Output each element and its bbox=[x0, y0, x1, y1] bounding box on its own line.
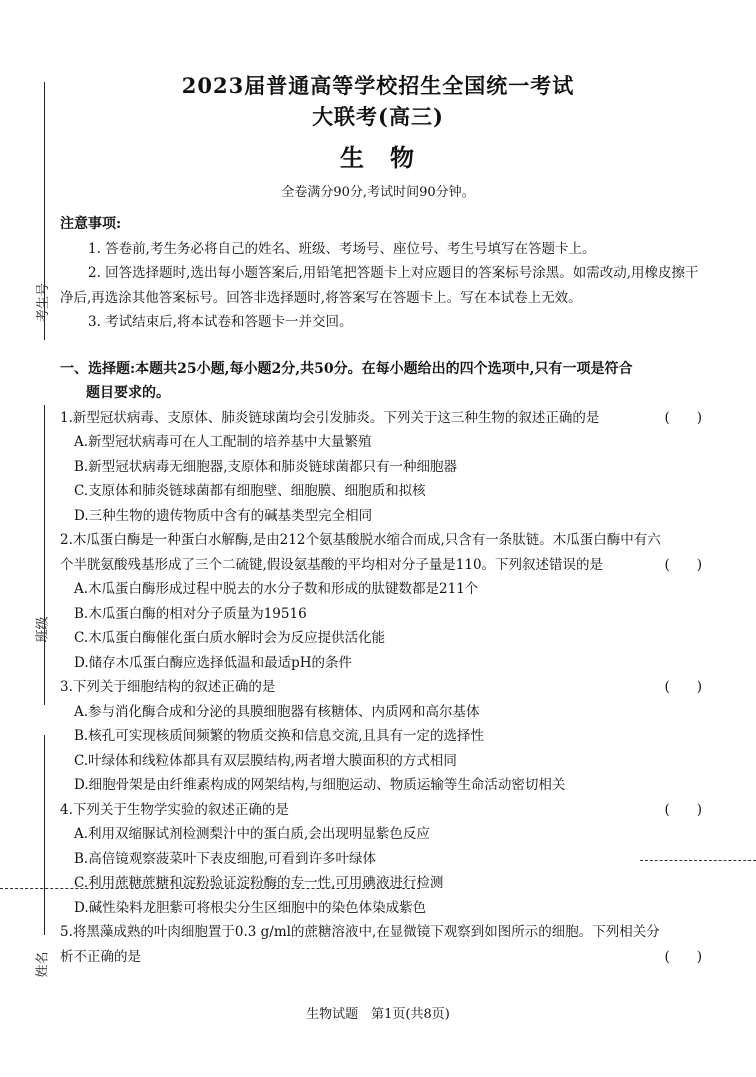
question-stem bbox=[60, 675, 710, 700]
notice-item: 1. 答卷前,考生务必将自己的姓名、班级、考场号、座位号、考生号填写在答题卡上。 bbox=[88, 240, 596, 257]
answer-parenthesis: ( ) bbox=[664, 409, 702, 426]
question-text: 2.木瓜蛋白酶是一种蛋白水解酶,是由212个氨基酸脱水缩合而成,只含有一条肽链。木瓜蛋白酶中有六个半胱氨酸残基形成了三个二硫键,假设氨基酸的平均相对分子量是110。下列叙述错误的是 bbox=[60, 532, 661, 573]
subject-title: 生物 bbox=[340, 143, 440, 172]
question-option: C.支原体和肺炎链球菌都有细胞壁、细胞膜、细胞质和拟核 bbox=[74, 483, 426, 499]
binding-line-bottom bbox=[44, 735, 45, 935]
question-option: B.新型冠状病毒无细胞器,支原体和肺炎链球菌都只有一种细胞器 bbox=[74, 458, 458, 475]
question-stem bbox=[60, 528, 710, 577]
score-note: 全卷满分90分,考试时间90分钟。 bbox=[281, 185, 475, 200]
question-option: C.叶绿体和线粒体都具有双层膜结构,两者增大膜面积的方式相同 bbox=[74, 752, 457, 769]
notice-heading: 注意事项: bbox=[60, 216, 122, 232]
answer-parenthesis: ( ) bbox=[664, 556, 702, 573]
exam-title: 2023届普通高等学校招生全国统一考试 bbox=[181, 73, 575, 98]
question-text: 4.下列关于生物学实验的叙述正确的是 bbox=[60, 801, 289, 818]
examinee-number-label: 考生号 bbox=[36, 282, 52, 323]
notice-item: 2. 回答选择题时,选出每小题答案后,用铅笔把答题卡上对应题目的答案标号涂黑。如需改动,用橡皮擦干净后,再选涂其他答案标号。回答非选择题时,将答案写在答题卡上。写在本试卷上无效。 bbox=[60, 265, 699, 306]
question-option: A.新型冠状病毒可在人工配制的培养基中大量繁殖 bbox=[74, 434, 372, 450]
question-option: A.参与消化酶合成和分泌的具膜细胞器有核糖体、内质网和高尔基体 bbox=[74, 703, 480, 720]
question-option: D.细胞骨架是由纤维素构成的网架结构,与细胞运动、物质运输等生命活动密切相关 bbox=[74, 777, 566, 793]
section-heading bbox=[60, 357, 710, 406]
question-text: 1.新型冠状病毒、支原体、肺炎链球菌均会引发肺炎。下列关于这三种生物的叙述正确的是 bbox=[60, 409, 600, 426]
question-option: B.核孔可实现核质间频繁的物质交换和信息交流,且具有一定的选择性 bbox=[74, 728, 485, 744]
question-option: B.木瓜蛋白酶的相对分子质量为19516 bbox=[74, 605, 307, 622]
section-heading-line2: 题目要求的。 bbox=[86, 385, 170, 401]
answer-parenthesis: ( ) bbox=[664, 948, 702, 965]
exam-content bbox=[60, 212, 710, 969]
question-option: D.碱性染料龙胆紫可将根尖分生区细胞中的染色体染成紫色 bbox=[74, 899, 427, 916]
question-stem bbox=[60, 798, 710, 823]
class-label: 班级 bbox=[35, 616, 51, 643]
binding-line-middle bbox=[44, 405, 45, 705]
notice-item: 3. 考试结束后,将本试卷和答题卡一并交回。 bbox=[88, 314, 353, 330]
question-option: D.三种生物的遗传物质中含有的碱基类型完全相同 bbox=[74, 507, 373, 524]
page-footer: 生物试题 第1页(共8页) bbox=[306, 1007, 450, 1022]
question-option: C.利用蔗糖蔗糖和淀粉验证淀粉酶的专一性,可用碘液进行检测 bbox=[74, 875, 444, 891]
answer-parenthesis: ( ) bbox=[664, 801, 702, 818]
question-text: 3.下列关于细胞结构的叙述正确的是 bbox=[60, 679, 276, 695]
question-text: 5.将黑藻成熟的叶肉细胞置于0.3 g/ml的蔗糖溶液中,在显微镜下观察到如图所示的细胞。下列相关分析不正确的是 bbox=[60, 924, 660, 965]
question-stem bbox=[60, 920, 710, 969]
name-label: 姓名 bbox=[35, 951, 51, 978]
question-option: A.木瓜蛋白酶形成过程中脱去的水分子数和形成的肽键数都是211个 bbox=[74, 581, 479, 597]
question-stem bbox=[60, 406, 710, 431]
exam-subtitle: 大联考(高三) bbox=[312, 104, 444, 129]
section-heading-line1: 一、选择题:本题共25小题,每小题2分,共50分。在每小题给出的四个选项中,只有一项是符合 bbox=[60, 360, 633, 377]
question-option: A.利用双缩脲试剂检测梨汁中的蛋白质,会出现明显紫色反应 bbox=[74, 826, 430, 842]
question-option: D.储存木瓜蛋白酶应选择低温和最适pH的条件 bbox=[74, 654, 353, 671]
question-option: C.木瓜蛋白酶催化蛋白质水解时会为反应提供活化能 bbox=[74, 630, 386, 646]
answer-parenthesis: ( ) bbox=[664, 679, 702, 695]
question-option: B.高倍镜观察菠菜叶下表皮细胞,可看到许多叶绿体 bbox=[74, 850, 377, 867]
